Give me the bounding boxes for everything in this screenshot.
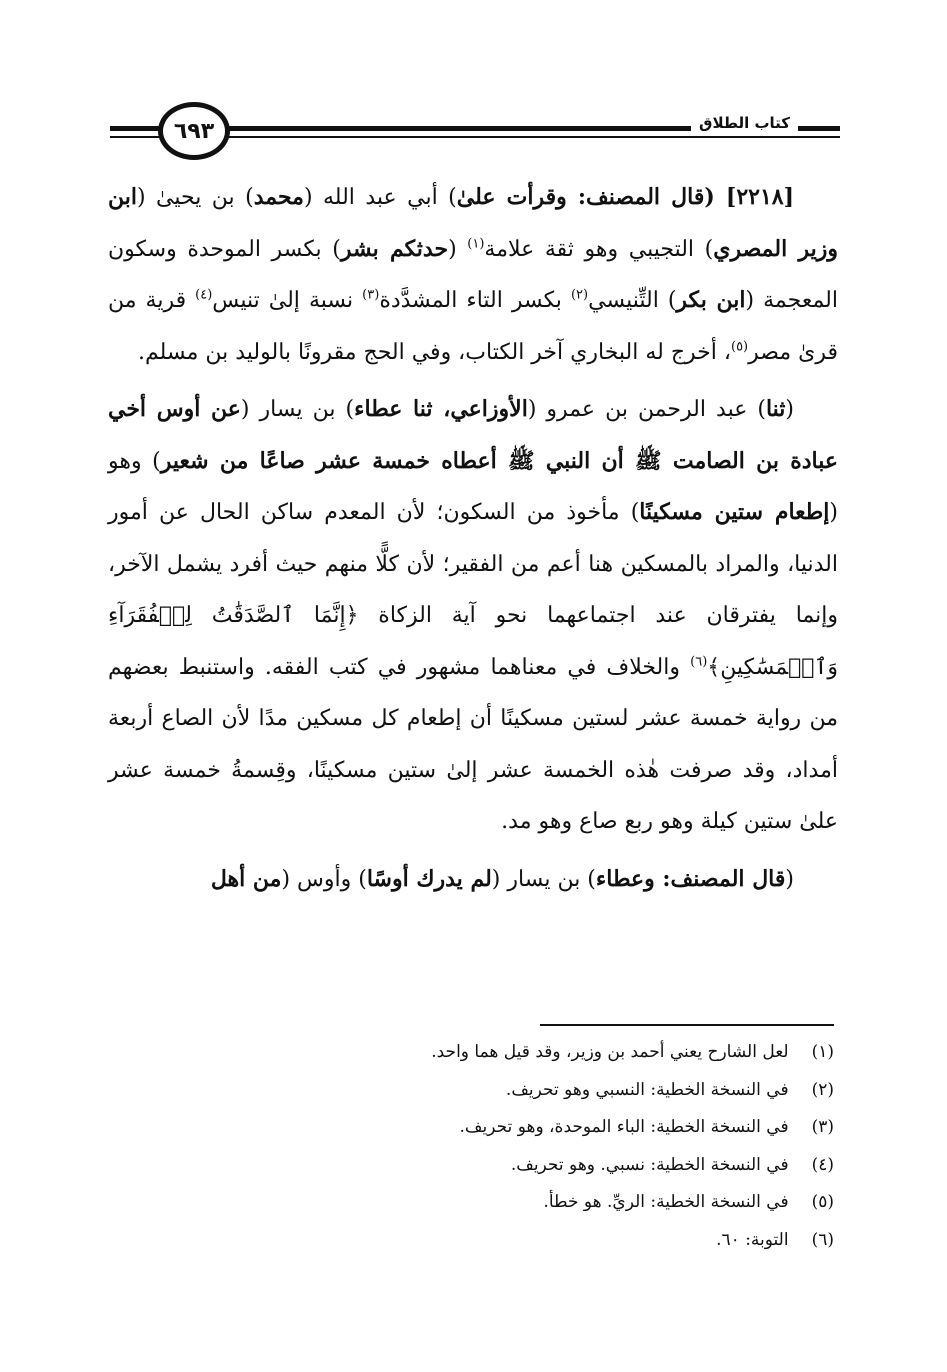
footnote-text: في النسخة الخطية: النسبي وهو تحريف. — [505, 1079, 789, 1100]
footnote-ref: (٣) — [362, 287, 380, 303]
commentary-text: ) التجيبي وهو ثقة علامة — [484, 236, 714, 262]
footnote-text: في النسخة الخطية: الريِّ. هو خطأ. — [543, 1192, 789, 1212]
page-number: ٦٩٣ — [173, 118, 215, 144]
footnote-text: التوبة: ٦٠. — [716, 1229, 789, 1250]
matn-text: ابن بكر — [676, 287, 746, 313]
commentary-text: ) التِّنيسي — [588, 288, 677, 313]
header-rule-left-thin — [110, 136, 160, 138]
footnote-ref: (١) — [467, 236, 485, 252]
matn-text: الأوزاعي، ثنا عطاء — [354, 396, 528, 422]
matn-text: قال المصنف: وعطاء — [595, 865, 786, 892]
footnote-text: في النسخة الخطية: الباء الموحدة، وهو تحريف. — [459, 1117, 789, 1137]
header-rule-cap — [804, 126, 840, 131]
commentary-text: ) بن يسار ( — [240, 397, 355, 422]
footnote-ref: (٢) — [570, 287, 589, 303]
hadith-number: [٢٢١٨] ( — [704, 184, 794, 210]
footnote-text: في النسخة الخطية: نسبي. وهو تحريف. — [510, 1154, 789, 1175]
footnote-ref: (٤) — [195, 287, 213, 303]
paragraph-hadith-2218 — [108, 172, 838, 378]
matn-text: ابن وزير المصري — [108, 184, 839, 262]
footnote-item — [300, 1034, 834, 1072]
commentary-text: ) أبي عبد الله ( — [303, 185, 457, 210]
commentary-text: نسبة إلىٰ تنيس — [212, 288, 363, 313]
footnote-number: (٢) — [811, 1079, 834, 1100]
footnote-text: لعل الشارح يعني أحمد بن وزير، وقد قيل هما واحد. — [431, 1042, 789, 1062]
footnote-number: (٥) — [811, 1192, 834, 1212]
paragraph-isnad — [108, 384, 838, 848]
footnote-item — [300, 1222, 834, 1260]
footnote-item — [300, 1147, 834, 1185]
commentary-text: ) بن يسار ( — [491, 866, 596, 892]
commentary-text: ( — [785, 866, 794, 892]
footnote-number: (١) — [811, 1042, 834, 1062]
quran-verse: ﴿إِنَّمَا ٱلصَّدَقَٰتُ لِلۡفُقَرَآءِ وَٱلۡمَسَٰكِينِ﴾ — [108, 603, 838, 680]
page-number-badge — [158, 102, 230, 160]
footnote-number: (٦) — [811, 1229, 834, 1250]
commentary-text: ) مأخوذ من السكون؛ لأن المعدم ساكن الحال عن أمور الدنيا، والمراد بالمسكين هنا أعم من الفقير؛ لأن كلًّا منهم حيث أفرد يشمل الآخر، وإنما يفترقان عند اجتماعهما نحو آية الزكاة — [108, 500, 838, 628]
commentary-text: ( — [785, 397, 795, 422]
page-header — [110, 98, 840, 162]
footnotes — [300, 1034, 834, 1259]
main-text — [108, 172, 838, 905]
commentary-text: ، أخرج له البخاري آخر الكتاب، وفي الحج مقرونًا بالوليد بن مسلم. — [138, 339, 731, 365]
matn-text: ثنا — [765, 396, 786, 422]
matn-text: محمد — [253, 184, 304, 210]
header-rule-left — [110, 126, 160, 131]
paragraph-author-note — [108, 854, 838, 906]
footnote-item — [300, 1184, 834, 1222]
footnote-ref: (٥) — [730, 339, 749, 355]
commentary-text: قرية من قرىٰ مصر — [108, 288, 838, 365]
commentary-text: ) وأوس ( — [281, 866, 367, 892]
commentary-text: ( — [448, 236, 468, 262]
header-rule-right-thin — [228, 136, 840, 138]
running-title: كتاب الطلاق — [691, 114, 798, 132]
matn-text: من أهل — [210, 865, 282, 892]
footnote-number: (٣) — [811, 1117, 834, 1137]
footnote-number: (٤) — [811, 1154, 834, 1175]
commentary-text: ) بكسر الموحدة وسكون المعجمة ( — [108, 236, 838, 313]
commentary-text: ) وهو ( — [108, 448, 838, 525]
commentary-text: ) عبد الرحمن بن عمرو ( — [527, 397, 766, 422]
commentary-text: بكسر التاء المشدَّدة — [379, 288, 571, 313]
footnote-item — [300, 1109, 834, 1147]
matn-text: عن أوس أخي عبادة بن الصامت ﷺ أن النبي ﷺ أعطاه خمسة عشر صاعًا من شعير — [108, 396, 838, 474]
matn-text: قال المصنف: وقرأت علىٰ — [456, 184, 705, 210]
matn-text: إطعام ستين مسكينًا — [639, 499, 830, 525]
commentary-text: ) بن يحيىٰ ( — [136, 185, 254, 210]
commentary-text: والخلاف في معناهما مشهور في كتب الفقه. واستنبط بعضهم من رواية خمسة عشر لستين مسكينًا أن إطعام كل مسكين مدًا لأن الصاع أربعة أمداد، وقد صرفت هٰذه الخمسة عشر إلىٰ ستين مسكينًا، وقِسمةُ خمسة عشر علىٰ ستين كيلة وهو ربع صاع وهو مد. — [108, 654, 838, 834]
matn-text: لم يدرك أوسًا — [366, 865, 492, 892]
matn-text: حدثكم بشر — [340, 235, 449, 262]
footnote-separator — [540, 1024, 834, 1026]
footnote-item — [300, 1072, 834, 1110]
footnote-ref: (٦) — [690, 654, 708, 670]
